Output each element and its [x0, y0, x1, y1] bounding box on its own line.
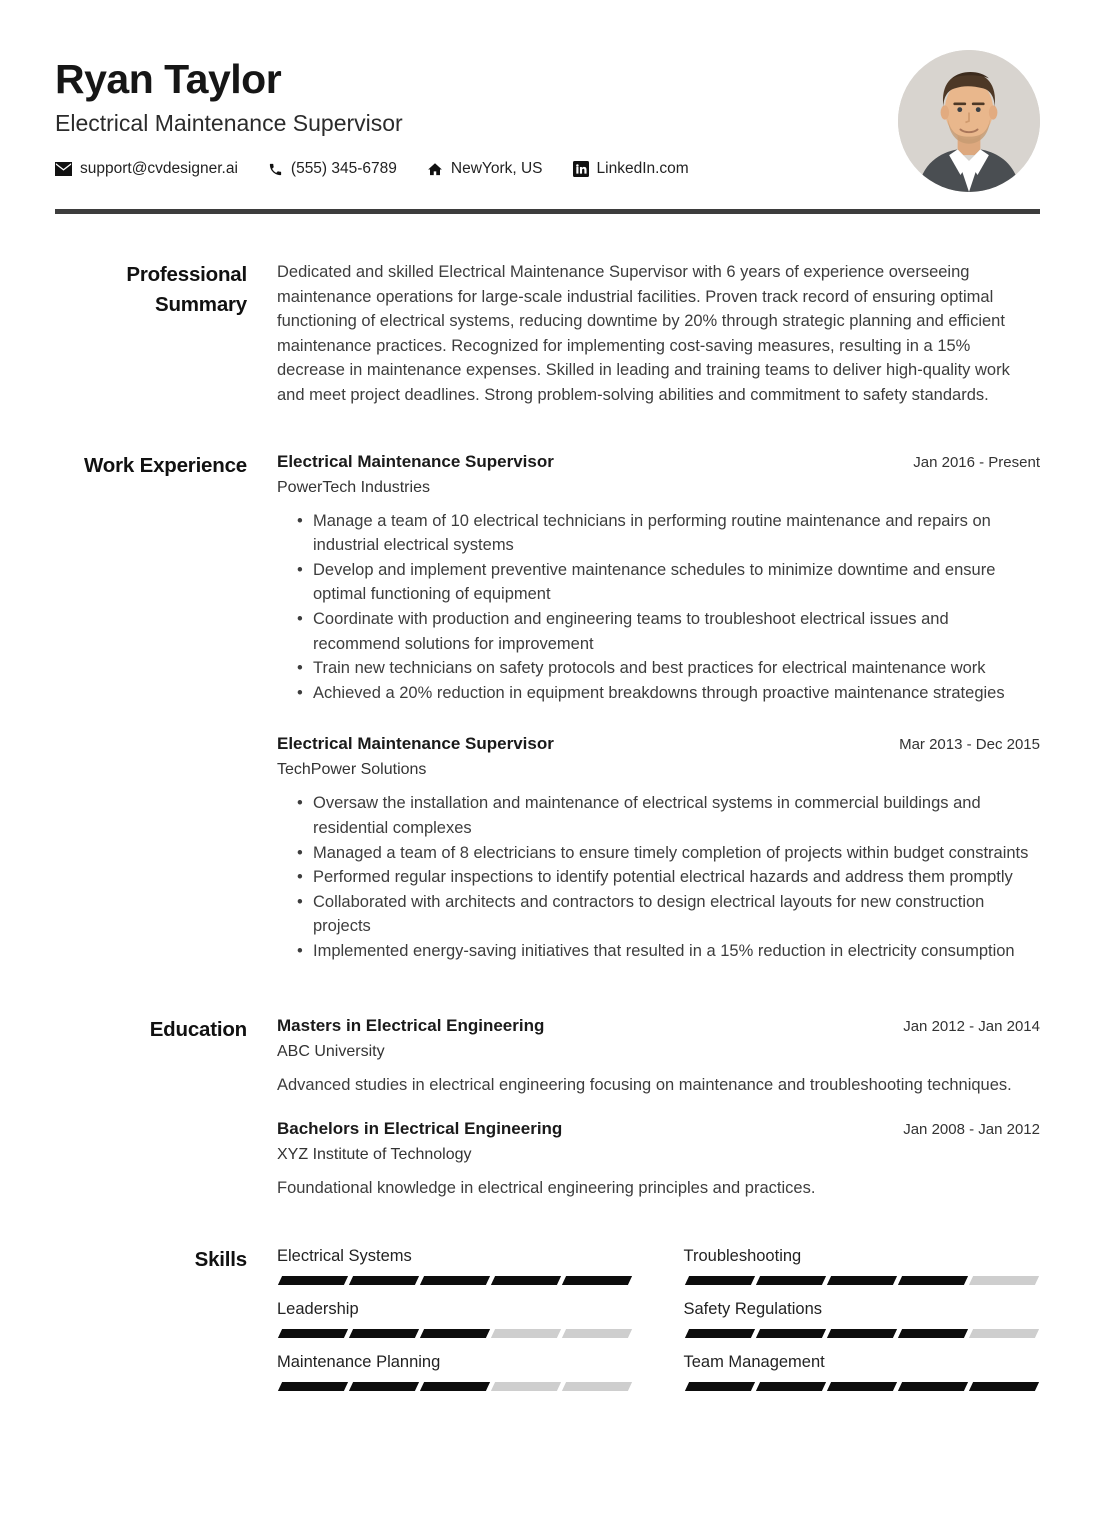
- skill-bar-segment: [420, 1276, 490, 1285]
- skill-bar-segment: [420, 1329, 490, 1338]
- section-label-education: Education: [149, 1018, 247, 1042]
- skill-bar-segment: [491, 1276, 561, 1285]
- skill-bar-segment: [278, 1382, 348, 1391]
- skill-bar-segment: [349, 1329, 419, 1338]
- skill-bar-segment: [349, 1276, 419, 1285]
- skill-bar-segment: [897, 1329, 967, 1338]
- job-bullet-list: [277, 791, 1040, 963]
- section-label-skills: Skills: [194, 1247, 247, 1271]
- job-bullet: • Achieved a 20% reduction in equipment breakdowns through proactive maintenance strategies: [297, 681, 1040, 706]
- school-name: ABC University: [277, 1043, 385, 1061]
- skill-name: Electrical Systems: [277, 1246, 412, 1265]
- skill-bar-segment: [491, 1382, 561, 1391]
- section-skills: [55, 1245, 1040, 1391]
- skill-bar-segment: [684, 1276, 754, 1285]
- job-company: TechPower Solutions: [277, 761, 427, 779]
- section-education: [55, 1015, 1040, 1200]
- job-entry-head: [277, 733, 1040, 755]
- job-title: Electrical Maintenance Supervisor: [277, 451, 554, 471]
- education-description: Foundational knowledge in electrical engineering principles and practices.: [277, 1179, 816, 1198]
- education-entry: [277, 1118, 1040, 1201]
- skill-level-bar: [684, 1276, 1041, 1285]
- education-dates: Jan 2012 - Jan 2014: [903, 1018, 1040, 1036]
- education-entry-head: [277, 1015, 1040, 1037]
- job-dates: Jan 2016 - Present: [913, 453, 1040, 471]
- job-bullet: • Oversaw the installation and maintenance of electrical systems in commercial buildings and residential complexes: [297, 791, 1040, 840]
- skill-bar-segment: [278, 1329, 348, 1338]
- skills-grid: [277, 1245, 1040, 1391]
- skill-bar-segment: [826, 1276, 896, 1285]
- skill-level-bar: [277, 1276, 634, 1285]
- skill-bar-segment: [562, 1382, 632, 1391]
- skill-level-bar: [277, 1382, 634, 1391]
- school-name: XYZ Institute of Technology: [277, 1146, 472, 1164]
- job-bullet: • Implemented energy-saving initiatives that resulted in a 15% reduction in electricity consumption: [297, 939, 1040, 964]
- skill-bar-segment: [755, 1382, 825, 1391]
- job-bullet: • Performed regular inspections to identify potential electrical hazards and address them promptly: [297, 865, 1040, 890]
- skill-bar-segment: [349, 1382, 419, 1391]
- skill-name: Maintenance Planning: [277, 1352, 441, 1371]
- skill-bar-segment: [897, 1382, 967, 1391]
- header-divider: [55, 209, 1040, 214]
- job-bullet: • Managed a team of 8 electricians to ensure timely completion of projects within budget constraints: [297, 841, 1040, 866]
- job-bullet-list: [277, 509, 1040, 706]
- skill-item: [277, 1351, 634, 1391]
- job-bullet: • Develop and implement preventive maintenance schedules to minimize downtime and ensure optimal functioning of equipment: [297, 558, 1040, 607]
- skill-name: Troubleshooting: [683, 1246, 802, 1265]
- person-name: Ryan Taylor: [55, 56, 282, 102]
- job-entry: [277, 451, 1040, 706]
- skill-item: [684, 1351, 1041, 1391]
- skill-level-bar: [684, 1329, 1041, 1338]
- skill-bar-segment: [968, 1276, 1038, 1285]
- degree-title: Bachelors in Electrical Engineering: [277, 1119, 563, 1139]
- skill-bar-segment: [562, 1276, 632, 1285]
- contact-row: [55, 158, 1040, 180]
- skill-item: [684, 1298, 1041, 1338]
- education-content: [277, 1015, 1040, 1200]
- skill-bar-segment: [684, 1382, 754, 1391]
- skill-name: Safety Regulations: [683, 1299, 823, 1318]
- email-icon: [55, 162, 72, 176]
- skill-bar-segment: [968, 1382, 1038, 1391]
- skill-bar-segment: [684, 1329, 754, 1338]
- skill-level-bar: [684, 1382, 1041, 1391]
- section-professional-summary: [55, 260, 1040, 408]
- education-entry-head: [277, 1118, 1040, 1140]
- job-bullet: • Coordinate with production and engineering teams to troubleshoot electrical issues and recommend solutions for improvement: [297, 607, 1040, 656]
- contact-phone-text: (555) 345-6789: [290, 160, 397, 177]
- skill-item: [277, 1245, 634, 1285]
- job-entry: [277, 733, 1040, 963]
- job-bullet: • Collaborated with architects and contractors to design electrical layouts for new construction projects: [297, 890, 1040, 939]
- contact-location-text: NewYork, US: [450, 160, 543, 177]
- education-entry: [277, 1015, 1040, 1098]
- skill-bar-segment: [278, 1276, 348, 1285]
- skill-bar-segment: [491, 1329, 561, 1338]
- education-description: Advanced studies in electrical engineering focusing on maintenance and troubleshooting techniques.: [277, 1076, 1012, 1095]
- work-experience-content: [277, 451, 1040, 964]
- job-bullet: • Train new technicians on safety protocols and best practices for electrical maintenance work: [297, 656, 1040, 681]
- job-bullet: • Manage a team of 10 electrical technicians in performing routine maintenance and repairs on industrial electrical systems: [297, 509, 1040, 558]
- contact-email[interactable]: [55, 160, 238, 178]
- skill-bar-segment: [897, 1276, 967, 1285]
- skill-item: [684, 1245, 1041, 1285]
- home-icon: [427, 162, 443, 177]
- job-dates: Mar 2013 - Dec 2015: [899, 736, 1040, 754]
- skill-item: [277, 1298, 634, 1338]
- skill-bar-segment: [826, 1382, 896, 1391]
- contact-linkedin-text: LinkedIn.com: [596, 160, 689, 177]
- skill-bar-segment: [420, 1382, 490, 1391]
- linkedin-icon: [573, 161, 589, 177]
- phone-icon: [268, 162, 283, 177]
- skill-bar-segment: [826, 1329, 896, 1338]
- degree-title: Masters in Electrical Engineering: [277, 1016, 545, 1036]
- header: [55, 55, 1040, 180]
- skill-bar-segment: [755, 1276, 825, 1285]
- section-work-experience: [55, 451, 1040, 964]
- skill-name: Leadership: [277, 1299, 359, 1318]
- job-entry-head: [277, 451, 1040, 473]
- skill-level-bar: [277, 1329, 634, 1338]
- contact-linkedin[interactable]: [573, 160, 689, 178]
- person-job-title: Electrical Maintenance Supervisor: [55, 110, 403, 136]
- skill-name: Team Management: [683, 1352, 825, 1371]
- skill-bar-segment: [755, 1329, 825, 1338]
- education-dates: Jan 2008 - Jan 2012: [903, 1121, 1040, 1139]
- avatar: [898, 50, 1040, 192]
- section-label-professional-summary: Professional Summary: [126, 263, 247, 316]
- contact-phone: [268, 160, 397, 178]
- avatar-illustration: [898, 50, 1040, 192]
- summary-text: Dedicated and skilled Electrical Maintenance Supervisor with 6 years of experience overseeing maintenance operations for large-scale industrial facilities. Proven track record of ensuring optimal functioning of electrical systems, reducing downtime by 20% through strategic planning and efficient maintenance practices. Recognized for implementing cost-saving measures, resulting in a 15% decrease in maintenance expenses. Skilled in leading and training teams to deliver high-quality work and meet project deadlines. Strong problem-solving abilities and commitment to safety standards.: [277, 263, 1010, 404]
- contact-location: [427, 160, 543, 178]
- job-title: Electrical Maintenance Supervisor: [277, 734, 554, 754]
- section-label-work-experience: Work Experience: [84, 453, 247, 477]
- skill-bar-segment: [968, 1329, 1038, 1338]
- skill-bar-segment: [562, 1329, 632, 1338]
- contact-email-text: support@cvdesigner.ai: [80, 160, 238, 177]
- job-company: PowerTech Industries: [277, 478, 430, 496]
